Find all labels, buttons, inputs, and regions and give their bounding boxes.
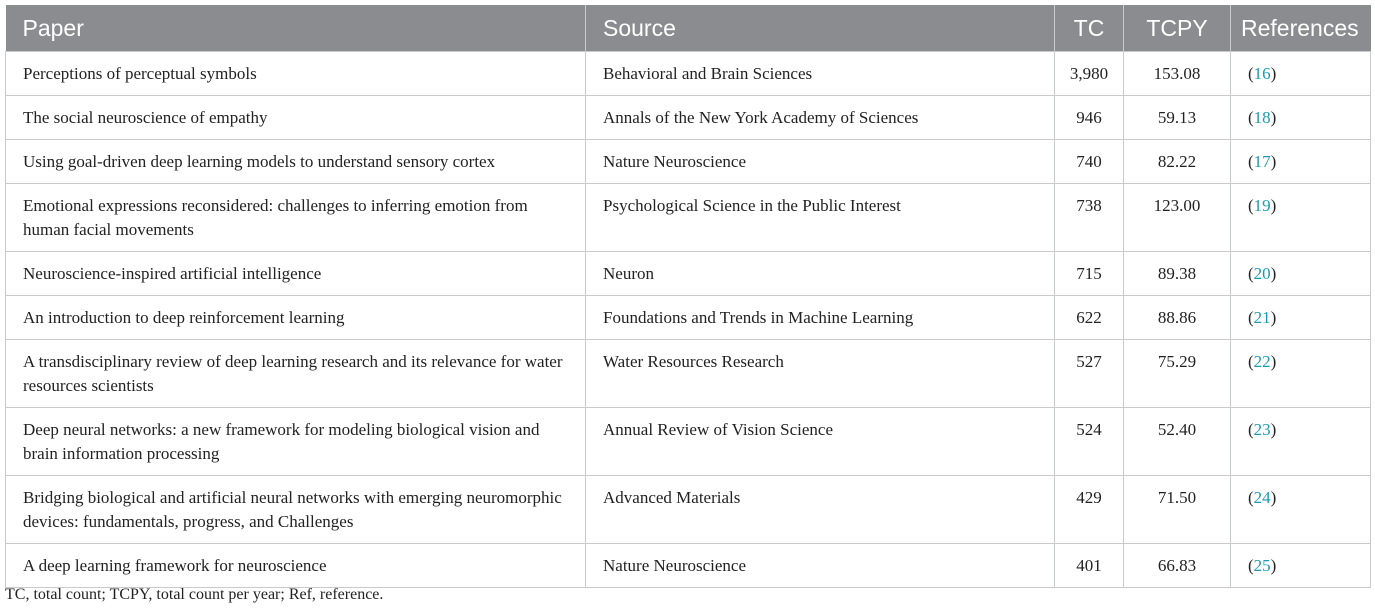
cell-tcpy: 123.00 xyxy=(1124,184,1231,252)
cell-source: Foundations and Trends in Machine Learning xyxy=(586,296,1055,340)
table-row xyxy=(6,52,1371,96)
cell-source: Annals of the New York Academy of Sciences xyxy=(586,96,1055,140)
reference-link[interactable]: 20 xyxy=(1253,264,1271,283)
cell-paper: Deep neural networks: a new framework for modeling biological vision and brain information processing xyxy=(6,408,586,476)
cell-reference: (21) xyxy=(1231,296,1371,340)
cell-paper: A transdisciplinary review of deep learning research and its relevance for water resources scientists xyxy=(6,340,586,408)
cell-source: Behavioral and Brain Sciences xyxy=(586,52,1055,96)
cell-paper: Neuroscience-inspired artificial intelligence xyxy=(6,252,586,296)
table-header-row xyxy=(6,5,1371,52)
cell-tcpy: 59.13 xyxy=(1124,96,1231,140)
header-tc: TC xyxy=(1055,5,1124,52)
cell-tcpy: 89.38 xyxy=(1124,252,1231,296)
cell-paper: Bridging biological and artificial neural networks with emerging neuromorphic devices: fundamentals, progress, and Challenges xyxy=(6,476,586,544)
table-row xyxy=(6,96,1371,140)
reference-link[interactable]: 22 xyxy=(1253,352,1271,371)
reference-link[interactable]: 18 xyxy=(1253,108,1271,127)
table-row xyxy=(6,184,1371,252)
cell-reference: (20) xyxy=(1231,252,1371,296)
citations-table-container xyxy=(5,5,1370,588)
cell-tcpy: 153.08 xyxy=(1124,52,1231,96)
cell-reference: (18) xyxy=(1231,96,1371,140)
header-tcpy: TCPY xyxy=(1124,5,1231,52)
cell-source: Annual Review of Vision Science xyxy=(586,408,1055,476)
reference-link[interactable]: 25 xyxy=(1253,556,1271,575)
table-row xyxy=(6,340,1371,408)
cell-tc: 740 xyxy=(1055,140,1124,184)
cell-tcpy: 66.83 xyxy=(1124,544,1231,588)
cell-paper: Emotional expressions reconsidered: challenges to inferring emotion from human facial movements xyxy=(6,184,586,252)
cell-source: Nature Neuroscience xyxy=(586,140,1055,184)
table-row xyxy=(6,252,1371,296)
cell-tc: 401 xyxy=(1055,544,1124,588)
table-row xyxy=(6,476,1371,544)
table-row xyxy=(6,140,1371,184)
cell-paper: An introduction to deep reinforcement learning xyxy=(6,296,586,340)
cell-tcpy: 88.86 xyxy=(1124,296,1231,340)
cell-source: Neuron xyxy=(586,252,1055,296)
cell-reference: (24) xyxy=(1231,476,1371,544)
table-footnote: TC, total count; TCPY, total count per year; Ref, reference. xyxy=(5,586,384,603)
cell-reference: (17) xyxy=(1231,140,1371,184)
cell-tc: 946 xyxy=(1055,96,1124,140)
cell-reference: (23) xyxy=(1231,408,1371,476)
cell-tcpy: 71.50 xyxy=(1124,476,1231,544)
cell-paper: Using goal-driven deep learning models to understand sensory cortex xyxy=(6,140,586,184)
cell-tcpy: 82.22 xyxy=(1124,140,1231,184)
cell-tcpy: 75.29 xyxy=(1124,340,1231,408)
table-row xyxy=(6,408,1371,476)
cell-tcpy: 52.40 xyxy=(1124,408,1231,476)
cell-tc: 3,980 xyxy=(1055,52,1124,96)
header-references: References xyxy=(1231,5,1371,52)
reference-link[interactable]: 19 xyxy=(1253,196,1271,215)
reference-link[interactable]: 24 xyxy=(1253,488,1271,507)
cell-source: Water Resources Research xyxy=(586,340,1055,408)
cell-paper: The social neuroscience of empathy xyxy=(6,96,586,140)
cell-tc: 524 xyxy=(1055,408,1124,476)
header-paper: Paper xyxy=(6,5,586,52)
citations-table xyxy=(5,5,1371,588)
cell-source: Nature Neuroscience xyxy=(586,544,1055,588)
reference-link[interactable]: 23 xyxy=(1253,420,1271,439)
table-row xyxy=(6,296,1371,340)
cell-source: Advanced Materials xyxy=(586,476,1055,544)
cell-tc: 715 xyxy=(1055,252,1124,296)
cell-reference: (19) xyxy=(1231,184,1371,252)
reference-link[interactable]: 21 xyxy=(1253,308,1271,327)
cell-tc: 622 xyxy=(1055,296,1124,340)
header-source: Source xyxy=(586,5,1055,52)
cell-paper: A deep learning framework for neuroscience xyxy=(6,544,586,588)
reference-link[interactable]: 16 xyxy=(1253,64,1271,83)
cell-tc: 527 xyxy=(1055,340,1124,408)
cell-tc: 738 xyxy=(1055,184,1124,252)
reference-link[interactable]: 17 xyxy=(1253,152,1271,171)
table-row xyxy=(6,544,1371,588)
cell-reference: (25) xyxy=(1231,544,1371,588)
cell-reference: (22) xyxy=(1231,340,1371,408)
cell-paper: Perceptions of perceptual symbols xyxy=(6,52,586,96)
cell-tc: 429 xyxy=(1055,476,1124,544)
cell-source: Psychological Science in the Public Interest xyxy=(586,184,1055,252)
cell-reference: (16) xyxy=(1231,52,1371,96)
